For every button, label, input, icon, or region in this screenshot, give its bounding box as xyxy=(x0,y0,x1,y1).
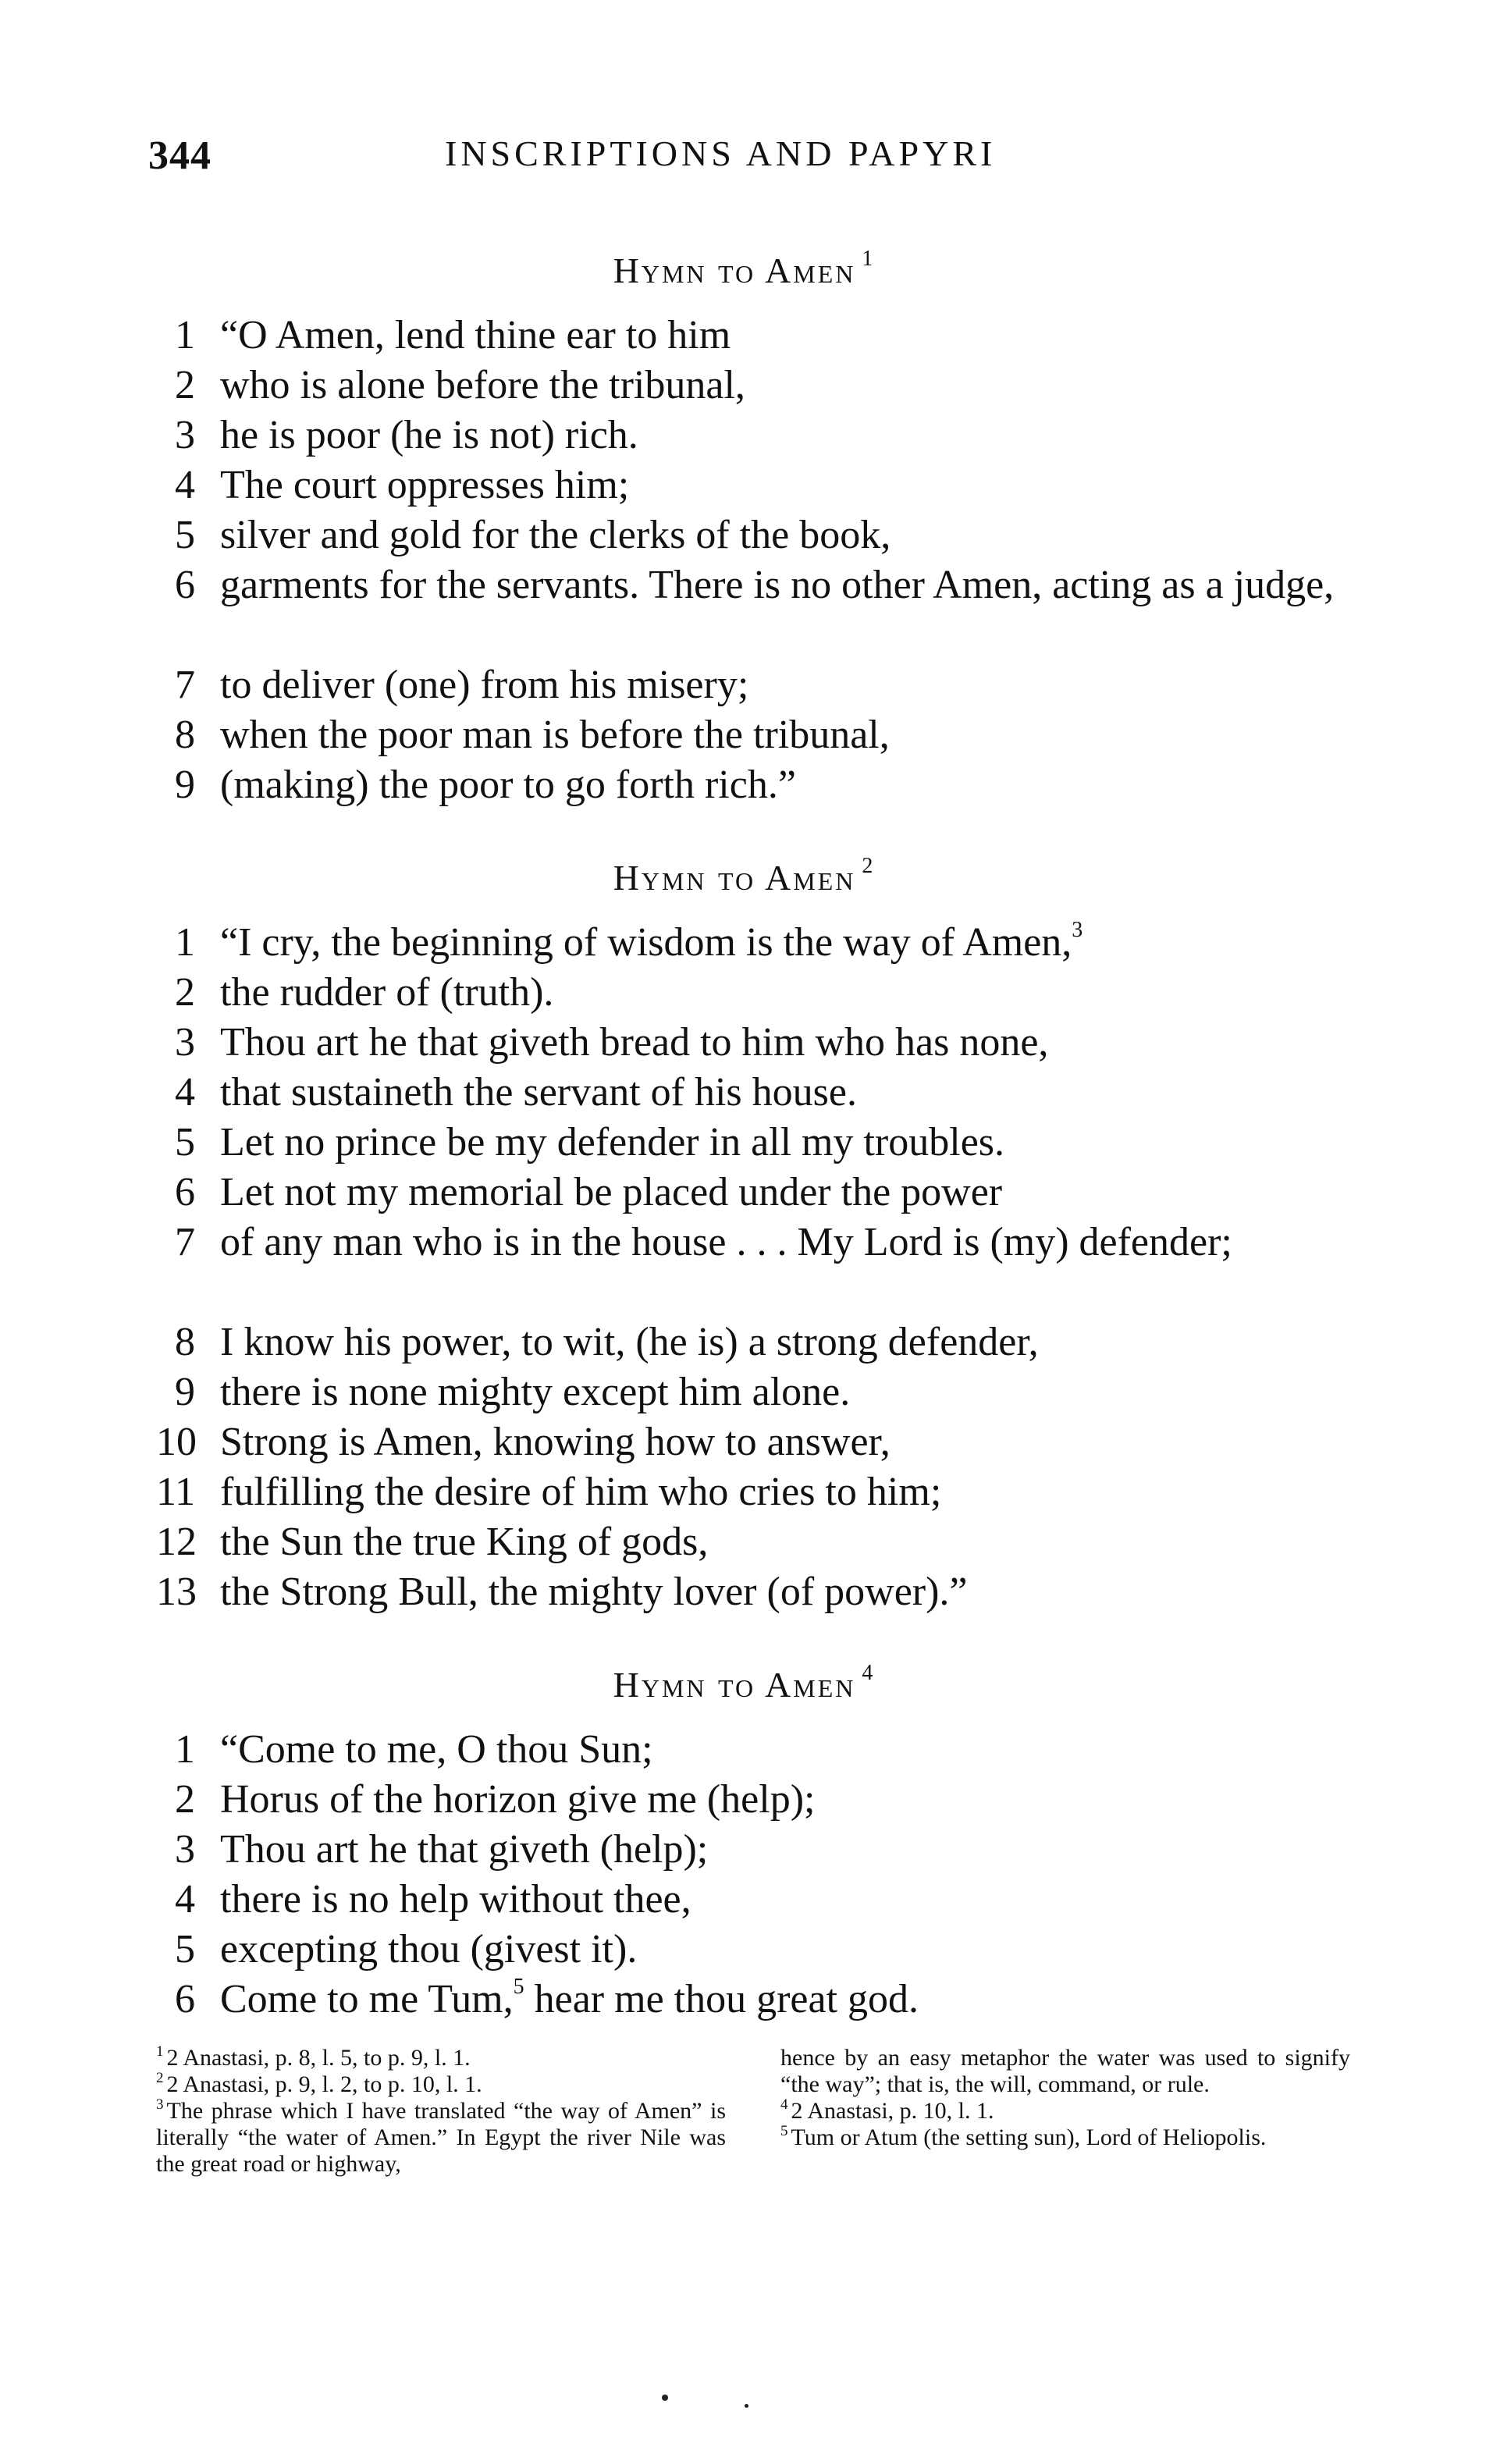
verse-number: 1 xyxy=(175,313,195,357)
running-head xyxy=(140,133,1358,187)
verse-number: 7 xyxy=(175,1220,195,1264)
verse-line xyxy=(156,1775,1374,1825)
hymn-title: Hymn to Amen xyxy=(613,1665,856,1705)
running-title: INSCRIPTIONS AND PAPYRI xyxy=(445,133,997,173)
verse-text: Let no prince be my defender in all my troubles. xyxy=(220,1120,1005,1164)
verse-number: 5 xyxy=(175,513,195,557)
verse-number: 5 xyxy=(175,1120,195,1164)
verse-line xyxy=(156,361,1374,411)
verse-text: I know his power, to wit, (he is) a strong defender, xyxy=(220,1320,1039,1364)
verse-line xyxy=(156,311,1374,361)
footnote-ref: 5 xyxy=(513,1975,524,1999)
verse-text: that sustaineth the servant of his house. xyxy=(220,1070,857,1115)
verse-line xyxy=(156,660,1374,710)
verse-number: 3 xyxy=(175,1827,195,1872)
verse-number: 3 xyxy=(175,413,195,457)
verse-line xyxy=(156,411,1374,460)
verse-text xyxy=(220,1975,1419,2025)
verse-number: 7 xyxy=(175,663,195,707)
footnote-marker: 2 xyxy=(156,2070,164,2086)
footnote-marker: 1 xyxy=(156,2043,164,2060)
footnote-marker: 5 xyxy=(780,2123,788,2139)
verse-text: excepting thou (givest it). xyxy=(220,1927,638,1972)
footnote-text: 2 Anastasi, p. 10, l. 1. xyxy=(791,2098,994,2124)
footnote-column-right xyxy=(780,2045,1350,2151)
verse-text: fulfilling the desire of him who cries to him; xyxy=(220,1470,942,1514)
hymn-lines xyxy=(156,1725,1374,2025)
verse-number: 13 xyxy=(156,1570,197,1614)
footnote xyxy=(780,2124,1350,2151)
verse-text: Horus of the horizon give me (help); xyxy=(220,1777,816,1822)
verse-line xyxy=(156,1417,1374,1467)
hymn-title: Hymn to Amen xyxy=(613,251,856,290)
verse-line xyxy=(156,1567,1374,1617)
verse-text: Thou art he that giveth bread to him who has none, xyxy=(220,1020,1049,1065)
verse-line xyxy=(156,1517,1374,1567)
verse-number: 9 xyxy=(175,1370,195,1414)
verse-line xyxy=(156,1118,1374,1168)
footnote xyxy=(156,2071,726,2098)
verse-text: there is no help without thee, xyxy=(220,1877,691,1922)
scan-speck xyxy=(662,2395,668,2401)
verse-number: 9 xyxy=(175,763,195,807)
verse-line xyxy=(156,1168,1374,1218)
verse-text-body: hear me thou great god. xyxy=(524,1977,919,2021)
verse-number: 4 xyxy=(175,1877,195,1922)
verse-text: who is alone before the tribunal, xyxy=(220,363,745,407)
footnote-text: hence by an easy metaphor the water was used to signify “the way”; that is, the will, command, or rule. xyxy=(780,2045,1350,2097)
verse-number: 4 xyxy=(175,463,195,507)
verse-number: 2 xyxy=(175,363,195,407)
verse-text: Strong is Amen, knowing how to answer, xyxy=(220,1420,891,1464)
verse-text-body: “I cry, the beginning of wisdom is the way of Amen, xyxy=(220,920,1072,965)
verse-text: the rudder of (truth). xyxy=(220,970,554,1015)
verse-number: 2 xyxy=(175,970,195,1015)
footnote-text: 2 Anastasi, p. 8, l. 5, to p. 9, l. 1. xyxy=(166,2045,471,2071)
verse-line xyxy=(156,1018,1374,1068)
hymn-heading xyxy=(0,1661,1486,1705)
verse-number: 11 xyxy=(156,1470,196,1514)
verse-number: 12 xyxy=(156,1520,197,1564)
verse-text: when the poor man is before the tribunal, xyxy=(220,713,890,757)
verse-line xyxy=(156,1725,1374,1775)
footnotes xyxy=(156,2045,1358,2224)
page-number: 344 xyxy=(148,133,212,178)
verse-line xyxy=(156,1975,1374,2025)
footnote-ref: 3 xyxy=(1072,918,1083,942)
footnote xyxy=(780,2045,1350,2098)
verse-text: (making) the poor to go forth rich.” xyxy=(220,763,796,807)
verse-line xyxy=(156,918,1374,968)
scan-speck xyxy=(745,2404,748,2408)
verse-line xyxy=(156,1317,1374,1367)
verse-line xyxy=(156,1875,1374,1925)
verse-number: 10 xyxy=(156,1420,197,1464)
verse-text: The court oppresses him; xyxy=(220,463,630,507)
verse-number: 1 xyxy=(175,1727,195,1772)
verse-line xyxy=(156,760,1374,810)
verse-line xyxy=(156,560,1374,660)
verse-number: 2 xyxy=(175,1777,195,1822)
footnote-marker: 3 xyxy=(156,2096,164,2113)
verse-line xyxy=(156,1825,1374,1875)
verse-text xyxy=(220,918,1419,968)
hymn-heading xyxy=(0,247,1486,291)
verse-text: “O Amen, lend thine ear to him xyxy=(220,313,731,357)
hymn-lines xyxy=(156,311,1374,810)
footnote-ref: 1 xyxy=(862,247,873,271)
verse-number: 8 xyxy=(175,713,195,757)
hymn-lines xyxy=(156,918,1374,1617)
verse-number: 6 xyxy=(175,1170,195,1214)
verse-line xyxy=(156,460,1374,510)
verse-text: there is none mighty except him alone. xyxy=(220,1370,851,1414)
verse-text: to deliver (one) from his misery; xyxy=(220,663,749,707)
verse-text: silver and gold for the clerks of the book, xyxy=(220,513,891,557)
verse-number: 5 xyxy=(175,1927,195,1972)
verse-number: 3 xyxy=(175,1020,195,1065)
verse-text-body: Come to me Tum, xyxy=(220,1977,514,2021)
verse-text: garments for the servants. There is no other Amen, acting as a judge, xyxy=(220,563,1335,607)
verse-text: the Strong Bull, the mighty lover (of power).” xyxy=(220,1570,968,1614)
verse-text: Let not my memorial be placed under the power xyxy=(220,1170,1003,1214)
verse-line xyxy=(156,1367,1374,1417)
footnote-marker: 4 xyxy=(780,2096,788,2113)
footnote xyxy=(156,2045,726,2071)
hymn-title: Hymn to Amen xyxy=(613,858,856,898)
footnote xyxy=(780,2098,1350,2124)
verse-text: he is poor (he is not) rich. xyxy=(220,413,638,457)
verse-text: of any man who is in the house . . . My Lord is (my) defender; xyxy=(220,1220,1232,1264)
verse-text: “Come to me, O thou Sun; xyxy=(220,1727,653,1772)
verse-text: Thou art he that giveth (help); xyxy=(220,1827,709,1872)
verse-number: 8 xyxy=(175,1320,195,1364)
verse-number: 6 xyxy=(175,1977,195,2021)
footnote-text: Tum or Atum (the setting sun), Lord of Heliopolis. xyxy=(791,2124,1267,2150)
verse-number: 1 xyxy=(175,920,195,965)
footnote-text: 2 Anastasi, p. 9, l. 2, to p. 10, l. 1. xyxy=(166,2071,482,2097)
verse-line xyxy=(156,1925,1374,1975)
footnote-text: The phrase which I have translated “the way of Amen” is literally “the water of Amen.” In Egypt the river Nile was the great road or highway, xyxy=(156,2098,726,2177)
verse-number: 4 xyxy=(175,1070,195,1115)
verse-line xyxy=(156,1218,1374,1317)
hymn-heading xyxy=(0,854,1486,898)
verse-line xyxy=(156,968,1374,1018)
verse-line xyxy=(156,1068,1374,1118)
verse-line xyxy=(156,1467,1374,1517)
verse-text: the Sun the true King of gods, xyxy=(220,1520,709,1564)
footnote-ref: 2 xyxy=(862,854,873,878)
footnote-column-left xyxy=(156,2045,726,2178)
verse-number: 6 xyxy=(175,563,195,607)
verse-line xyxy=(156,510,1374,560)
verse-line xyxy=(156,710,1374,760)
footnote-ref: 4 xyxy=(862,1661,873,1685)
footnote xyxy=(156,2098,726,2178)
